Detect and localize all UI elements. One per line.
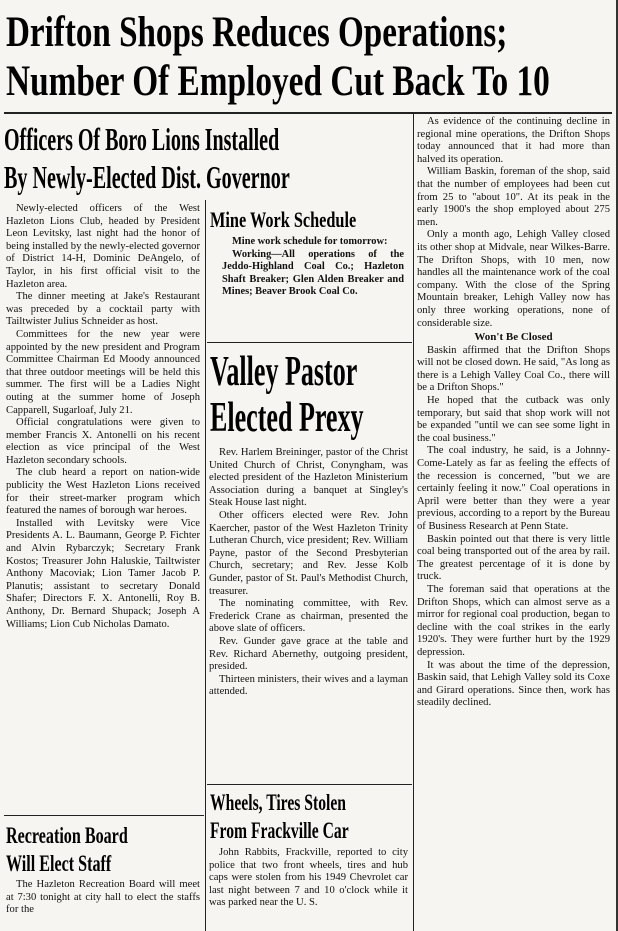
wheels-headline-line1: Wheels, Tires Stolen: [210, 790, 346, 815]
lions-paragraph: The dinner meeting at Jake's Restaurant was preceded by a cocktail party with Tailtwister Julius Schneider as host.: [6, 291, 200, 328]
pastor-paragraph: Thirteen ministers, their wives and a layman attended.: [209, 673, 408, 698]
lions-paragraph: Committees for the new year were appointed by the new president and Program Committee Chairman Ed Moody announced that three outdoor meetings will be held this summer. The first will be a Ladies Night outing at the summer home of Joseph Capparell, Sugarloaf, July 21.: [6, 328, 200, 416]
mine-schedule-details: Working—All operations of the Jeddo-Highland Coal Co.; Hazleton Shaft Breaker; Glen Alden Breaker and Mines; Beaver Brook Coal Co.: [222, 248, 404, 298]
mine-schedule-headline: Mine Work Schedule: [210, 207, 357, 232]
drifton-paragraph: Baskin pointed out that there is very little coal being transported out of the area by rail. The greatest percentage of it is done by truck.: [417, 533, 610, 583]
lions-headline-line1: Officers Of Boro Lions Installed: [4, 121, 280, 157]
mine-schedule-body: [222, 236, 404, 299]
pastor-paragraph: Other officers elected were Rev. John Kaercher, pastor of the West Hazleton Trinity Lutheran Church, vice president; Rev. William Payne, pastor of the Second Presbyterian Church, secretary; and Rev. Jesse Kolb Gunder, pastor of St. Paul's Methodist Church, treasurer.: [209, 509, 408, 597]
recreation-rule: [4, 815, 204, 816]
mine-schedule-rule: [207, 342, 412, 343]
wheels-headline-line2: From Frackville Car: [210, 818, 349, 843]
lions-paragraph: Installed with Levitsky were Vice Presidents A. L. Baumann, George P. Fichter and Alvin Rybarczyk; Secretary Frank Kostos; Treasurer John Haluskie, Tailtwister Anthony Macoviak; Lion Tamer Jacob P. Planutis; assistant to secretary Donald Shafer; Directors F. X. Antonelli, Roy B. Anthony, Dr. Bernard Shupack; Joseph A Williams; Lion Cub Nicholas Damato.: [6, 517, 200, 630]
main-headline-line1: Drifton Shops Reduces Operations;: [6, 9, 508, 56]
lions-paragraph: Official congratulations were given to member Francis X. Antonelli on his recent election as vice principal of the West Hazleton secondary schools.: [6, 417, 200, 466]
wheels-rule: [207, 784, 412, 785]
lions-headline-line2: By Newly-Elected Dist. Governor: [4, 159, 290, 195]
lions-paragraph: Newly-elected officers of the West Hazleton Lions Club, headed by President Leon Levitsky, last night had the honor of being installed by the newly-elected governor of District 14-H, Dominic DeAngelo, of Taylor, in his first official visit to the Hazleton area.: [6, 203, 200, 290]
drifton-subhead: Won't Be Closed: [474, 331, 553, 344]
pastor-paragraph: Rev. Harlem Breininger, pastor of the Christ United Church of Christ, Conyngham, was elected president of the Hazleton Ministerium Association during a banquet at Singley's Steak House last night.: [209, 447, 408, 509]
main-headline-line2: Number Of Employed Cut Back To 10: [6, 58, 550, 105]
recreation-article-body: [6, 879, 200, 917]
drifton-paragraph: The coal industry, he said, is a Johnny-Come-Lately as far as feeling the effects of the recession is concerned, "but we are certainly feeling it now." Coal operations in April were better than they were a year previous, according to a report by the Bureau of Business Research at Penn State.: [417, 445, 610, 532]
wheels-article-body: [209, 847, 408, 910]
drifton-paragraph: As evidence of the continuing decline in regional mine operations, the Drifton Shops today announced that it had more than halved its operation.: [417, 116, 610, 165]
pastor-headline-line1: Valley Pastor: [210, 349, 358, 395]
drifton-paragraph: William Baskin, foreman of the shop, said that the number of employees had been cut from 25 to "about 10". At its peak in the early 1900's the shop employed about 275 men.: [417, 166, 610, 228]
recreation-headline-line2: Will Elect Staff: [6, 851, 112, 876]
drifton-paragraph: Baskin affirmed that the Drifton Shops will not be closed down. He said, "As long as there is a Lehigh Valley Coal Co., there will be a Drifton Shops.": [417, 344, 610, 394]
recreation-headline-line1: Recreation Board: [6, 823, 128, 848]
recreation-paragraph: The Hazleton Recreation Board will meet at 7:30 tonight at city hall to elect the staffs for the: [6, 879, 200, 916]
pastor-paragraph: Rev. Gunder gave grace at the table and Rev. Richard Abernethy, outgoing president, presided.: [209, 635, 408, 673]
column-rule-left: [205, 200, 206, 931]
mine-schedule-intro: Mine work schedule for tomorrow:: [232, 236, 388, 247]
drifton-paragraph: The foreman said that operations at the Drifton Shops, which can almost serve as a mirror for regional coal production, began to decline with the coal strikes in the early 1920's. They were further hurt by the 1929 depression.: [417, 583, 610, 658]
wheels-paragraph: John Rabbits, Frackville, reported to city police that two front wheels, tires and hub caps were stolen from his 1949 Chevrolet car last night between 7 and 10 o'clock while it was parked near the U. S.: [209, 847, 408, 909]
column-rule-right: [413, 114, 414, 931]
lions-paragraph: The club heard a report on nation-wide publicity the West Hazleton Lions received for their street-marker program which featured the names of borough war heroes.: [6, 467, 200, 517]
pastor-headline-line2: Elected Prexy: [210, 395, 364, 441]
drifton-article-body: [417, 116, 610, 710]
banner-rule: [4, 112, 612, 114]
drifton-paragraph: It was about the time of the depression, Baskin said, that Lehigh Valley sold its Coxe and Girard operations. Since then, work has steadily declined.: [417, 659, 610, 709]
drifton-paragraph: He hoped that the cutback was only temporary, but said that shop work will not be expanded "until we can see some light in the coal business.": [417, 395, 610, 444]
pastor-article-body: [209, 447, 408, 699]
pastor-paragraph: The nominating committee, with Rev. Frederick Crane as chairman, presented the above slate of officers.: [209, 598, 408, 635]
drifton-paragraph: Only a month ago, Lehigh Valley closed its other shop at Midvale, near Wilkes-Barre. The Drifton Shops, with 10 men, now handles all the maintenance work of the coal company. With the close of the Spring Mountain breaker, Lehigh Valley now has only three working operations, none of considerable size.: [417, 229, 610, 329]
lions-article-body: [6, 203, 200, 631]
